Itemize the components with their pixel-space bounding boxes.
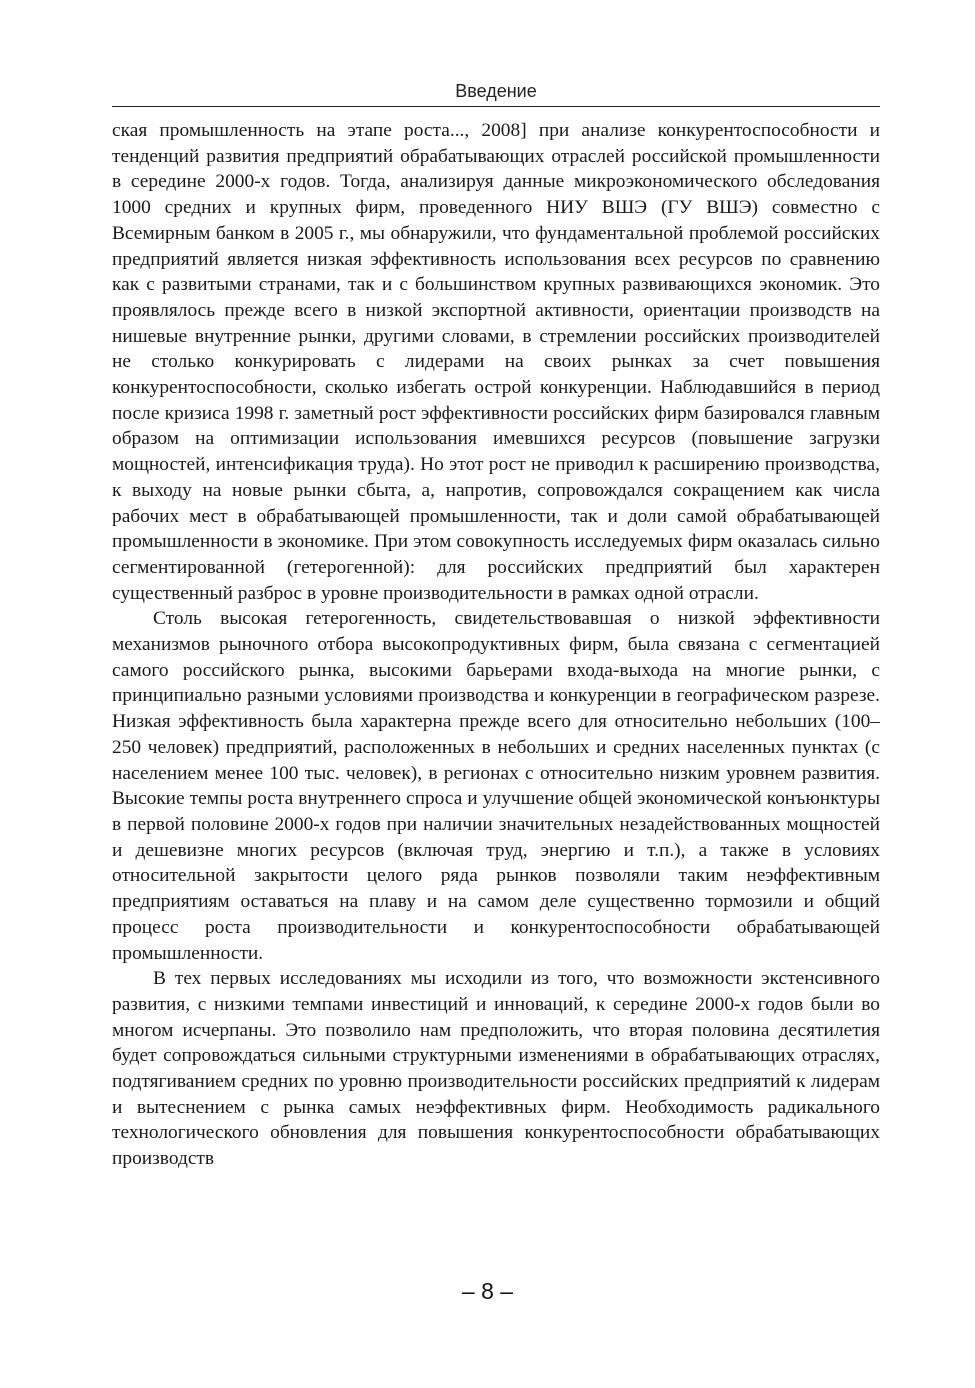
paragraph-3: В тех первых исследованиях мы исходили из того, что возможности экстенсивного развития, с низкими темпами инвестиций и инноваций, к середине 2000-х годов были во многом исчерпаны. Это позволило нам предположить, что вторая половина десятилетия будет сопровождаться сильными структурными изменениями в обрабатывающих отраслях, подтягиванием средних по уровню производительности российских предприятий к лидерам и вытеснением с рынка самых неэффективных фирм. Необходимость радикального технологического обновления для повышения конкурентоспособности обрабатывающих производств bbox=[112, 968, 880, 1170]
paragraph-1: ская промышленность на этапе роста..., 2008] при анализе конкурентоспособности и тенденций развития предприятий обрабатывающих отраслей российской промышленности в середине 2000-х годов. Тогда, анализируя данные микроэкономического обследования 1000 средних и крупных фирм, проведенного НИУ ВШЭ (ГУ ВШЭ) совместно с Всемирным банком в 2005 г., мы обнаружили, что фундаментальной проблемой российских предприятий является низкая эффективность использования всех ресурсов по сравнению как с развитыми странами, так и с большинством крупных развивающихся экономик. Это проявлялось прежде всего в низкой экспортной активности, ориентации производств на нишевые внутренние рынки, другими словами, в стремлении российских производителей не столько конкурировать с лидерами на своих рынках за счет повышения конкурентоспособности, сколько избегать острой конкуренции. Наблюдавшийся в период после кризиса 1998 г. заметный рост эффективности российских фирм базировался главным образом на оптимизации использования имевшихся ресурсов (повышение загрузки мощностей, интенсификация труда). Но этот рост не приводил к расширению производства, к выходу на новые рынки сбыта, а, напротив, сопровождался сокращением как числа рабочих мест в обрабатывающей промышленности, так и доли самой обрабатывающей промышленности в экономике. При этом совокупность исследуемых фирм оказалась сильно сегментированной (гетерогенной): для российских предприятий был характерен существенный разброс в уровне производительности в рамках одной отрасли. bbox=[112, 120, 880, 604]
body-text bbox=[112, 118, 880, 1172]
page-number: – 8 – bbox=[461, 1278, 514, 1304]
paragraph-2: Столь высокая гетерогенность, свидетельствовавшая о низкой эффективности механизмов рыночного отбора высокопродуктивных фирм, была связана с сегментацией самого российского рынка, высокими барьерами входа-выхода на многие рынки, с принципиально разными условиями производства и конкуренции в географическом разрезе. Низкая эффективность была характерна прежде всего для относительно небольших (100–250 человек) предприятий, расположенных в небольших и средних населенных пунктах (с населением менее 100 тыс. человек), в регионах с относительно низким уровнем развития. Высокие темпы роста внутреннего спроса и улучшение общей экономической конъюнктуры в первой половине 2000-х годов при наличии значительных незадействованных мощностей и дешевизне многих ресурсов (включая труд, энергию и т.п.), а также в условиях относительной закрытости целого ряда рынков позволяли таким неэффективным предприятиям оставаться на плаву и на самом деле существенно тормозили и общий процесс роста производительности и конкурентоспособности обрабатывающей промышленности. bbox=[112, 608, 880, 964]
running-header: Введение bbox=[455, 81, 537, 101]
header-rule bbox=[112, 106, 880, 107]
